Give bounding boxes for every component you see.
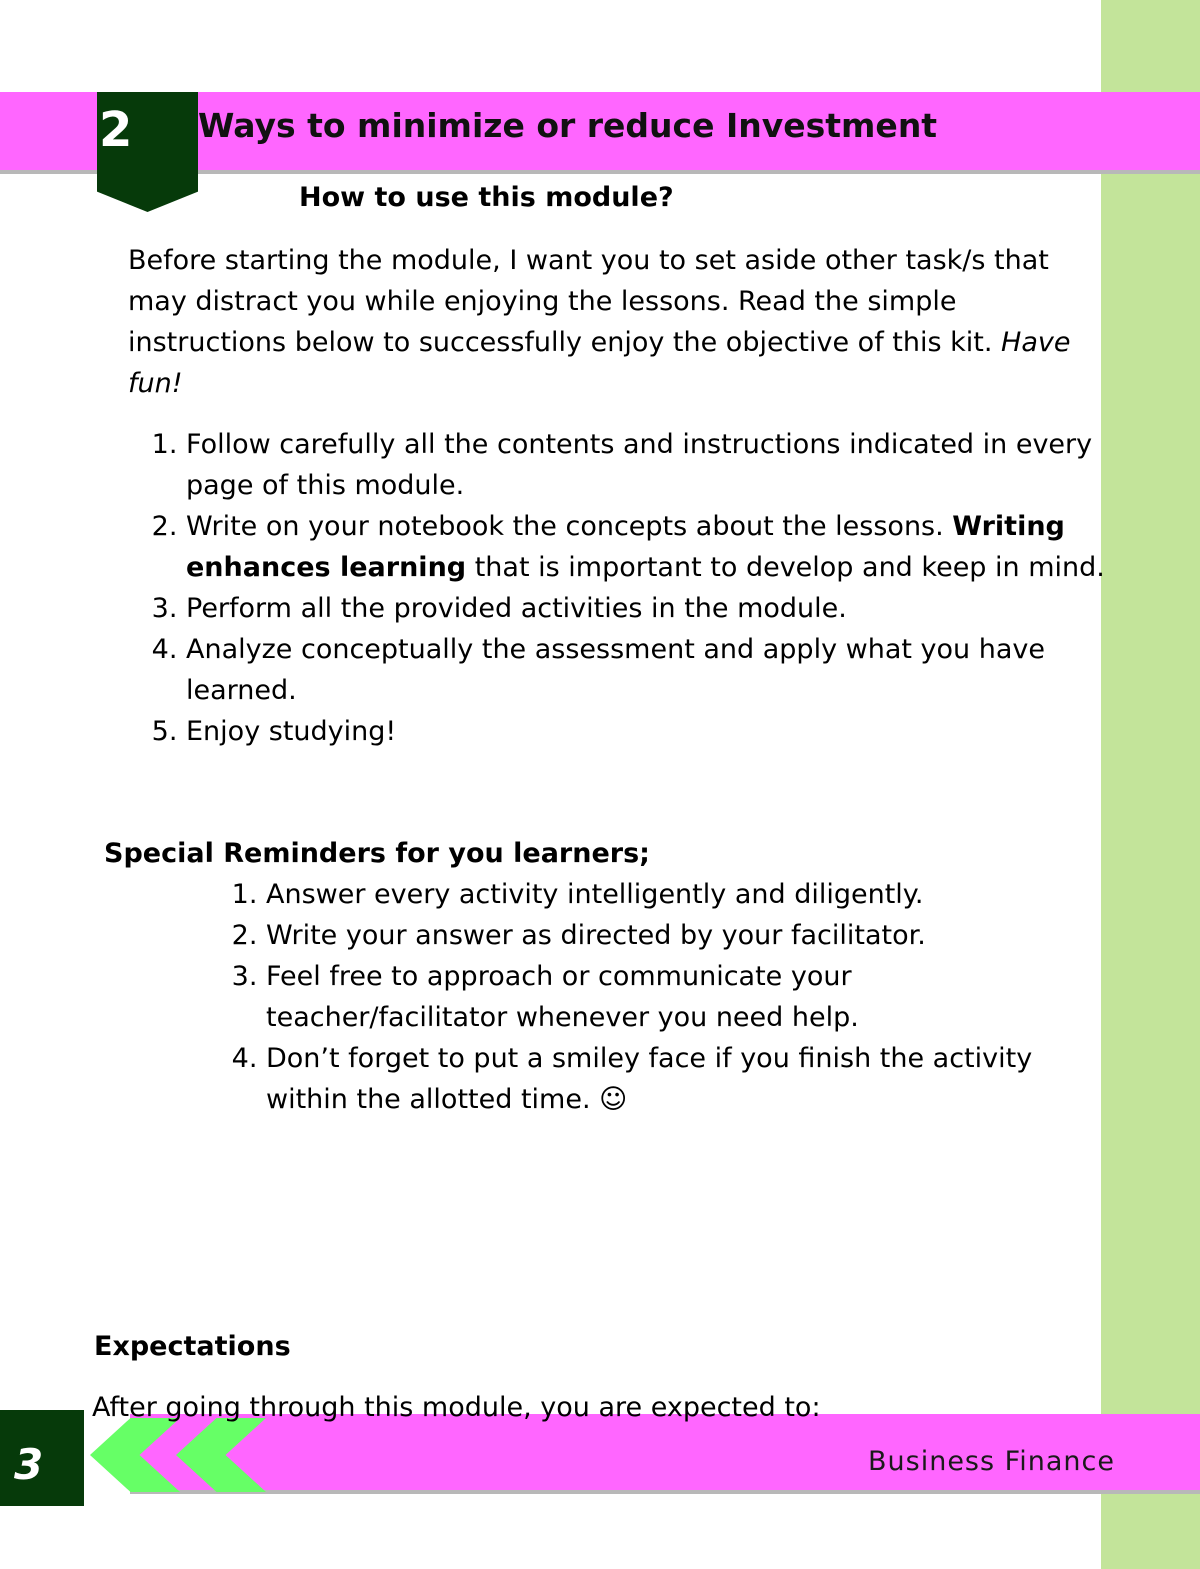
footer-subject: Business Finance <box>868 1446 1115 1477</box>
lesson-number: 2 <box>99 102 133 158</box>
reminders-heading: Special Reminders for you learners; <box>104 838 650 869</box>
list-item: 1. Follow carefully all the contents and instructions indicated in every page of this module. <box>186 424 1146 506</box>
list-item: 2. Write on your notebook the concepts about the lessons. Writing enhances learning that is important to develop and keep in mind. <box>186 506 1146 588</box>
list-item: 4. Analyze conceptually the assessment and apply what you have learned. <box>186 629 1146 711</box>
intro-text: Before starting the module, I want you to set aside other task/s that may distract you while enjoying the lessons. Read the simple instructions below to successfully enjoy the objective of this kit. <box>128 245 1049 358</box>
how-to-use-heading: How to use this module? <box>299 182 674 213</box>
list-item: 3. Feel free to approach or communicate your teacher/facilitator whenever you need help. <box>266 956 1096 1038</box>
list-item: 5. Enjoy studying! <box>186 711 1146 752</box>
list-item: 4. Don’t forget to put a smiley face if you finish the activity within the allotted time. ☺ <box>266 1038 1096 1120</box>
page-number: 3 <box>14 1440 44 1489</box>
intro-emphasis: Have fun! <box>128 327 1071 399</box>
instructions-list <box>128 424 1146 752</box>
expectations-intro: After going through this module, you are expected to: <box>92 1392 821 1423</box>
list-item: 1. Answer every activity intelligently and diligently. <box>266 874 1096 915</box>
reminders-list <box>208 874 1096 1120</box>
expectations-heading: Expectations <box>94 1331 291 1362</box>
list-item: 2. Write your answer as directed by your facilitator. <box>266 915 1096 956</box>
side-green-strip <box>1101 0 1200 1569</box>
list-item: 3. Perform all the provided activities in the module. <box>186 588 1146 629</box>
lesson-title: Ways to minimize or reduce Investment <box>198 106 938 145</box>
intro-paragraph <box>128 240 1108 404</box>
emphasis-bold: Writing enhances learning <box>186 511 1065 583</box>
